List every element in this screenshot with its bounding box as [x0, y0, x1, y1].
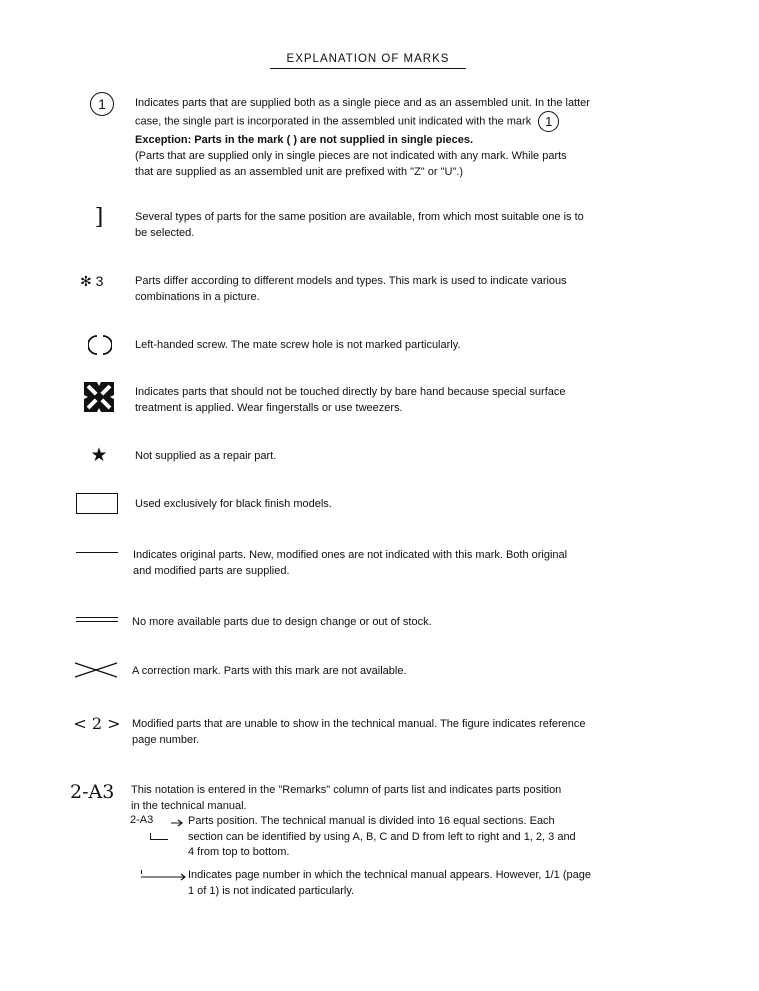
entry-correction-text [132, 663, 677, 679]
entry-line: case, the single part is incorporated in the assembled unit indicated with the mark [135, 115, 532, 128]
entry-star-text [135, 448, 680, 464]
entry-line: that are supplied as an assembled unit are prefixed with "Z" or "U".) [135, 166, 464, 178]
entry-asterisk-text [135, 273, 680, 305]
entry-line: Indicates parts that should not be touched directly by bare hand because special surface [135, 386, 566, 398]
entry-line: Left-handed screw. The mate screw hole is not marked particularly. [135, 339, 461, 351]
entry-line: Indicates page number in which the technical manual appears. However, 1/1 (page [188, 869, 591, 881]
bracket-mark: ] [94, 204, 104, 230]
double-line-mark [76, 617, 118, 622]
entry-line: (Parts that are supplied only in single pieces are not indicated with any mark. While parts [135, 150, 567, 162]
single-line-mark [76, 552, 118, 553]
left-hand-screw-icon [88, 334, 112, 356]
entry-line: Parts differ according to different models and types. This mark is used to indicate various [135, 275, 567, 287]
page-pointer-arrow-icon [141, 868, 187, 878]
no-touch-icon [84, 382, 114, 412]
entry-line: Indicates parts that are supplied both as a single piece and as an assembled unit. In the latter [135, 97, 590, 109]
entry-line: and modified parts are supplied. [133, 565, 290, 577]
entry-circled-one-text [135, 95, 680, 180]
entry-line: treatment is applied. Wear fingerstalls or use tweezers. [135, 402, 403, 414]
inline-circled-one-mark: 1 [538, 111, 559, 132]
entry-line: 4 from top to bottom. [188, 846, 290, 858]
entry-line: combinations in a picture. [135, 291, 260, 303]
asterisk-number-mark: ✻ 3 [80, 272, 104, 289]
entry-line: Used exclusively for black finish models. [135, 498, 332, 510]
entry-line: in the technical manual. [131, 800, 247, 812]
entry-notation-text [131, 782, 676, 814]
entry-line: Several types of parts for the same position are available, from which most suitable one is to [135, 211, 584, 223]
entry-line: Not supplied as a repair part. [135, 450, 277, 462]
entry-screw-text [135, 337, 680, 353]
correction-cross-icon [74, 660, 118, 680]
star-icon: ★ [90, 444, 108, 466]
entry-line: No more available parts due to design change or out of stock. [132, 616, 432, 628]
entry-angle-text [132, 716, 677, 748]
exception-line: Exception: Parts in the mark ( ) are not supplied in single pieces. [135, 134, 474, 146]
entry-single-line-text [133, 547, 678, 579]
entry-line: This notation is entered in the "Remarks" column of parts list and indicates parts position [131, 784, 562, 796]
section-pointer-line [150, 839, 168, 840]
entry-line: Parts position. The technical manual is divided into 16 equal sections. Each [188, 815, 555, 827]
entry-line: page number. [132, 734, 200, 746]
entry-bracket-text [135, 209, 680, 241]
entry-line: Indicates original parts. New, modified ones are not indicated with this mark. Both original [133, 549, 568, 561]
arrow-icon [170, 815, 184, 825]
angle-number-mark: < 2 > [73, 713, 121, 733]
notation-mark: 2-A3 [70, 781, 115, 803]
circled-one-mark: 1 [90, 92, 114, 116]
entry-double-line-text [132, 614, 677, 630]
entry-box-text [135, 496, 680, 512]
entry-line: A correction mark. Parts with this mark are not available. [132, 665, 407, 677]
sub-notation-section-text [188, 814, 658, 861]
entry-line: 1 of 1) is not indicated particularly. [188, 884, 355, 897]
entry-line: section can be identified by using A, B, C and D from left to right and 1, 2, 3 and [188, 830, 576, 843]
entry-line: Modified parts that are unable to show in the technical manual. The figure indicates reference [132, 718, 586, 730]
entry-no-touch-text [135, 384, 680, 416]
page-title: EXPLANATION OF MARKS [270, 53, 466, 69]
sub-notation-page-text [188, 868, 658, 899]
box-mark [76, 493, 118, 514]
entry-line: be selected. [135, 227, 195, 239]
sub-notation-label: 2-A3 [130, 814, 154, 826]
